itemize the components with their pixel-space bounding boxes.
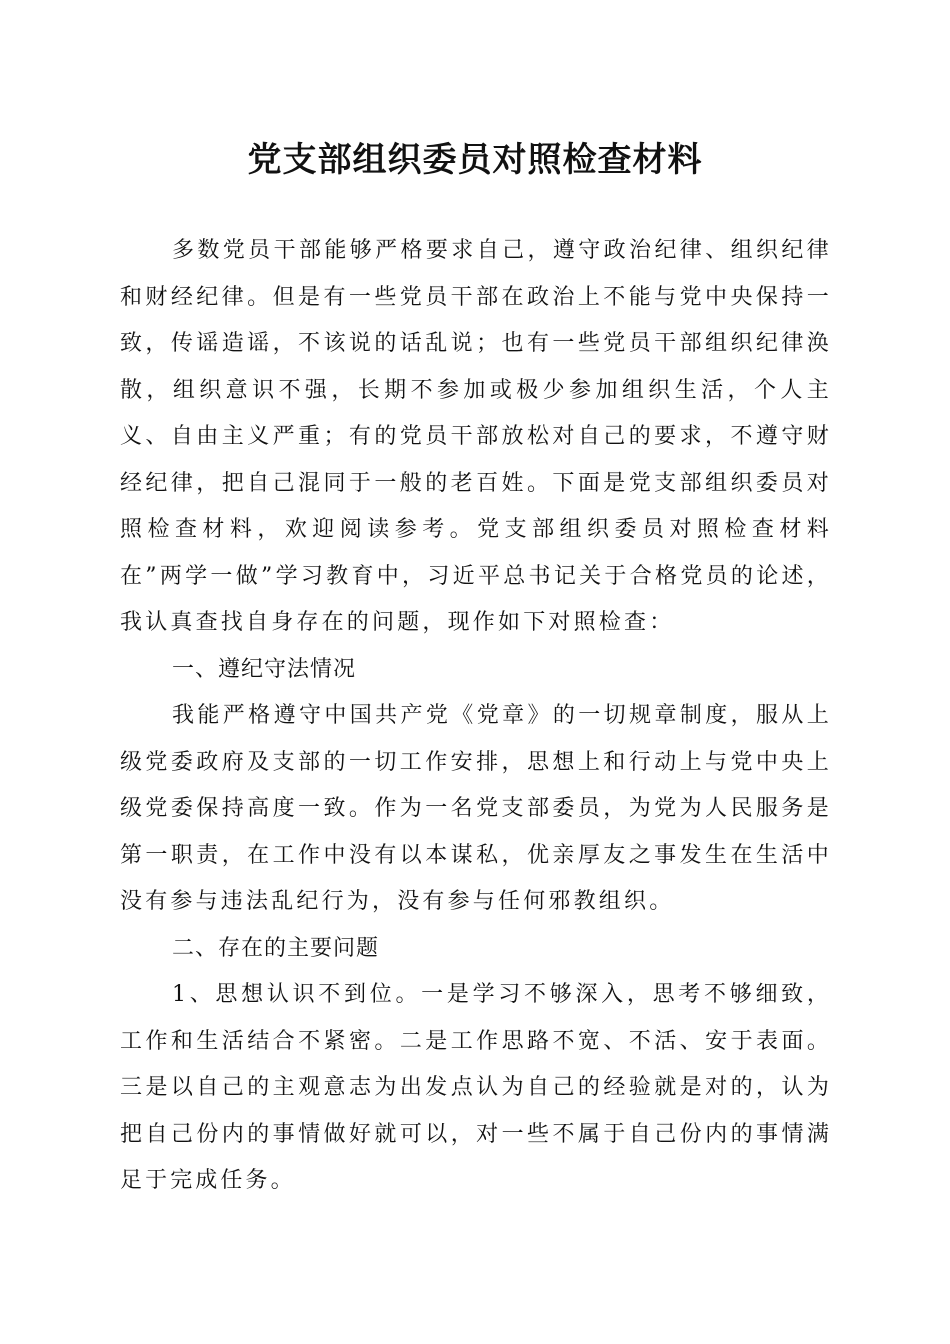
intro-paragraph: 多数党员干部能够严格要求自己，遵守政治纪律、组织纪律和财经纪律。但是有一些党员干部在政治上不能与党中央保持一致，传谣造谣，不该说的话乱说；也有一些党员干部组织纪律涣散，组织意识不强，长期不参加或极少参加组织生活，个人主义、自由主义严重；有的党员干部放松对自己的要求，不遵守财经纪律，把自己混同于一般的老百姓。下面是党支部组织委员对照检查材料，欢迎阅读参考。党支部组织委员对照检查材料在”两学一做”学习教育中，习近平总书记关于合格党员的论述，我认真查找自身存在的问题，现作如下对照检查： <box>120 238 832 635</box>
document-body <box>120 228 832 1205</box>
section-heading-law-compliance: 一、遵纪守法情况 <box>172 656 357 682</box>
problem-item-1: 1、思想认识不到位。一是学习不够深入，思考不够细致，工作和生活结合不紧密。二是工作思路不宽、不活、安于表面。三是以自己的主观意志为出发点认为自己的经验就是对的，认为把自己份内的事情做好就可以，对一些不属于自己份内的事情满足于完成任务。 <box>120 982 832 1193</box>
document-title: 党支部组织委员对照检查材料 <box>247 140 703 180</box>
section-paragraph-law-compliance: 我能严格遵守中国共产党《党章》的一切规章制度，服从上级党委政府及支部的一切工作安排，思想上和行动上与党中央上级党委保持高度一致。作为一名党支部委员，为党为人民服务是第一职责，在工作中没有以本谋私，优亲厚友之事发生在生活中没有参与违法乱纪行为，没有参与任何邪教组织。 <box>120 703 832 914</box>
section-heading-main-problems: 二、存在的主要问题 <box>172 935 380 961</box>
